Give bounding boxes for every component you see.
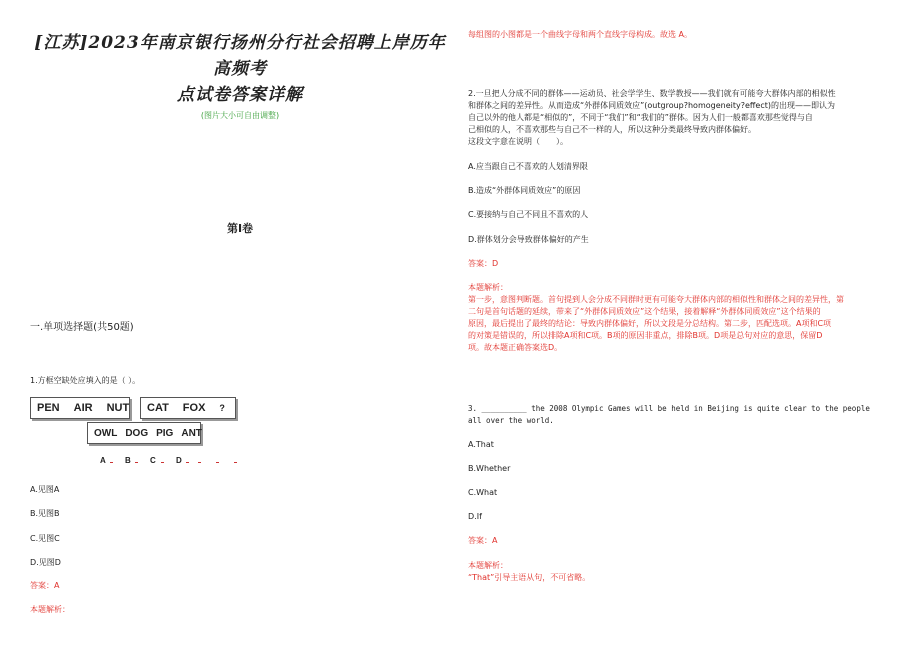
figure-dash <box>186 462 189 463</box>
q2-analysis <box>468 294 844 354</box>
q1-option-c: C.见图C <box>30 534 60 543</box>
title-line-1: [江苏]2023年南京银行扬州分行社会招聘上岸历年高频考 <box>34 33 446 79</box>
q1-answer: 答案：A <box>30 581 60 590</box>
word-ant: ANT <box>181 427 202 439</box>
q2-stem-line: 己相似的人，不喜欢那些与自己不一样的人，所以这种分类最终导致内群体偏好。 <box>468 125 756 134</box>
q2-stem-line: 自己以外的他人都是“相似的”，不同于“我们”和“我们的”群体。因为人们一般都喜欢那些觉得与自 <box>468 113 813 122</box>
q2-stem-line: 2.一旦把人分成不同的群体——运动员、社会学学生、数学教授——我们就有可能夸大群体内部的相似性 <box>468 89 836 98</box>
q2-analysis-line: 原因，最后提出了最终的结论：导致内群体偏好，所以文段是分总结构。第二步，匹配选项。A项和C项 <box>468 319 832 328</box>
q2-stem-line: 这段文字意在说明（ ）。 <box>468 137 568 146</box>
section-heading: 一.单项选择题(共50题) <box>30 322 134 333</box>
figure-box-2 <box>140 397 236 419</box>
q1-option-a: A.见图A <box>30 485 60 494</box>
q2-stem-line: 和群体之间的差异性。从而造成“外群体同质效应”(outgroup?homogeneity?effect)的出现——即认为 <box>468 101 835 110</box>
q2-analysis-line: 的对策是错误的，所以排除A项和C项。B项的原因非重点，排除B项。D项是总句对应的意思，保留D <box>468 331 823 340</box>
figure-dash <box>216 462 219 463</box>
q3-option-d: D.If <box>468 512 482 521</box>
q3-option-b: B.Whether <box>468 464 511 473</box>
q2-option-c: C.要接纳与自己不同且不喜欢的人 <box>468 210 589 219</box>
q2-option-b: B.造成“外群体同质效应”的原因 <box>468 186 581 195</box>
figure-dash <box>198 462 201 463</box>
q2-option-a: A.应当跟自己不喜欢的人划清界限 <box>468 162 588 171</box>
q2-analysis-label: 本题解析： <box>468 283 508 292</box>
word-owl: OWL <box>94 427 118 439</box>
figure-box-1 <box>30 397 130 419</box>
figure-dash <box>161 462 164 463</box>
q3-analysis: “That”引导主语从句，不可省略。 <box>468 573 591 582</box>
q2-stem <box>468 88 836 148</box>
q1-analysis-label: 本题解析： <box>30 605 70 614</box>
word-air: AIR <box>73 402 93 414</box>
q3-option-c: C.What <box>468 488 498 497</box>
q2-analysis-line: 第一步，意图判断题。首句提到人会分成不同群时更有可能夸大群体内部的相似性和群体之间的差异性，第 <box>468 295 844 304</box>
figure-dash <box>110 462 113 463</box>
q1-option-d: D.见图D <box>30 558 61 567</box>
figure-label-d: D <box>176 456 182 465</box>
figure-label-b: B <box>125 456 131 465</box>
q2-analysis-line: 二句是首句话题的延续，带来了“外群体同质效应”这个结果，接着解释“外群体同质效应”这个结果的 <box>468 307 821 316</box>
q1-stem: 1.方框空缺处应填入的是（ ）。 <box>30 376 141 385</box>
q3-analysis-label: 本题解析： <box>468 561 508 570</box>
right-column <box>468 0 908 651</box>
figure-label-c: C <box>150 456 156 465</box>
figure-label-a: A <box>100 456 106 465</box>
word-cat: CAT <box>147 402 169 414</box>
figure-dash <box>234 462 237 463</box>
word-nut: NUT <box>106 402 130 414</box>
word-fox: FOX <box>182 402 206 414</box>
q3-stem-line-1: 3. __________ the 2008 Olympic Games will be held in Beijing is quite clear to the people <box>468 404 870 413</box>
q1-explanation: 每组图的小图都是一个曲线字母和两个直线字母构成。故选 A。 <box>468 30 693 39</box>
q1-figure <box>30 394 270 474</box>
left-column <box>30 0 450 651</box>
word-pen: PEN <box>37 402 60 414</box>
image-size-note: (图片大小可自由调整) <box>200 111 280 120</box>
word-question: ? <box>219 403 225 413</box>
document-title <box>30 30 450 108</box>
word-dog: DOG <box>125 427 149 439</box>
q2-option-d: D.群体划分会导致群体偏好的产生 <box>468 235 589 244</box>
figure-box-3 <box>87 422 201 444</box>
q3-stem-line-2: all over the world. <box>468 416 554 425</box>
q1-option-b: B.见图B <box>30 509 60 518</box>
word-pig: PIG <box>156 427 174 439</box>
q3-answer: 答案：A <box>468 536 498 545</box>
q2-analysis-line: 项。故本题正确答案选D。 <box>468 343 563 352</box>
figure-dash <box>135 462 138 463</box>
q2-answer: 答案：D <box>468 259 499 268</box>
q3-option-a: A.That <box>468 440 494 449</box>
title-line-2: 点试卷答案详解 <box>177 85 303 105</box>
volume-heading: 第I卷 <box>226 222 254 235</box>
